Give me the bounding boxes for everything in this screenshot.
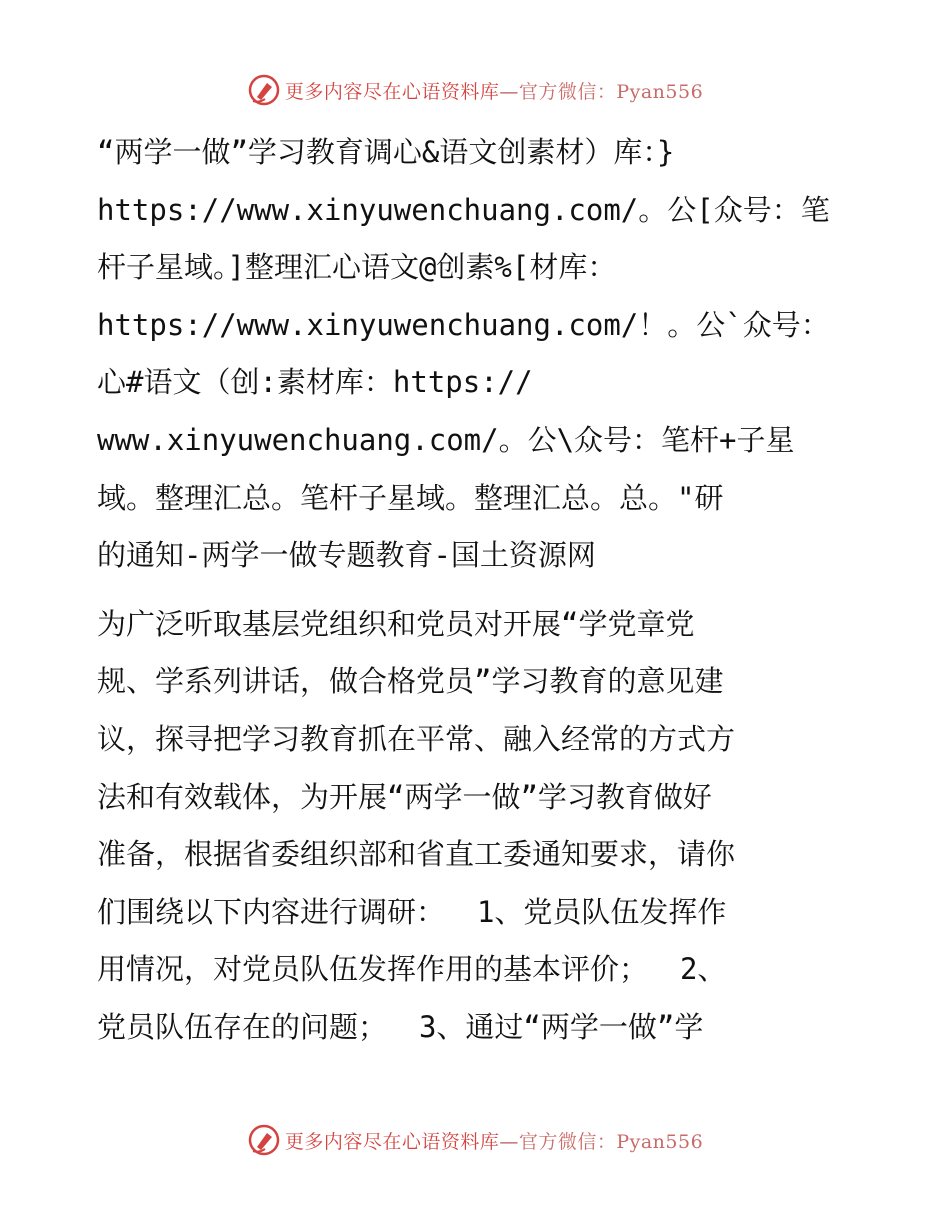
footer-banner <box>0 1120 950 1160</box>
pen-nib-circle-icon <box>247 1123 281 1157</box>
text-line: 准备，根据省委组织部和省直工委通知要求，请你 <box>97 837 736 872</box>
banner-text <box>285 77 703 104</box>
text-line: 域。整理汇总。笔杆子星域。整理汇总。总。"研 <box>97 480 724 515</box>
paragraph-1 <box>97 124 857 585</box>
banner-dash: — <box>499 1130 519 1153</box>
paragraph-2 <box>97 596 857 1057</box>
text-line: www.xinyuwenchuang.com/。公\众号：笔杆+子星 <box>97 422 795 457</box>
document-body <box>97 124 857 1057</box>
text-line: 的通知-两学一做专题教育-国土资源网 <box>97 538 596 573</box>
text-line: 心#语文（创:素材库：https:// <box>97 365 533 400</box>
text-line: 议，探寻把学习教育抓在平常、融入经常的方式方 <box>97 721 736 756</box>
banner-main-text: 更多内容尽在心语资料库 <box>284 1130 500 1153</box>
text-line: 们围绕以下内容进行调研： 1、党员队伍发挥作 <box>97 894 727 929</box>
banner-wechat-text: 官方微信：Pyan556 <box>518 1130 704 1153</box>
text-line: 党员队伍存在的问题； 3、通过“两学一做”学 <box>97 1009 704 1044</box>
header-banner <box>0 70 950 110</box>
text-line: 规、学系列讲话，做合格党员”学习教育的意见建 <box>97 664 724 699</box>
text-line: https://www.xinyuwenchuang.com/！。公`众号： <box>97 307 830 342</box>
banner-wechat-text: 官方微信：Pyan556 <box>518 80 704 103</box>
text-line: 用情况，对党员队伍发挥作用的基本评价； 2、 <box>97 952 727 987</box>
text-line: 法和有效载体，为开展“两学一做”学习教育做好 <box>97 779 712 814</box>
text-line: 杆子星域。]整理汇心语文@创素%[材库： <box>97 250 617 285</box>
pen-nib-circle-icon <box>247 73 281 107</box>
banner-text <box>285 1127 703 1154</box>
banner-main-text: 更多内容尽在心语资料库 <box>284 80 500 103</box>
text-line: https://www.xinyuwenchuang.com/。公[众号：笔 <box>97 192 830 227</box>
banner-dash: — <box>499 80 519 103</box>
text-line: “两学一做”学习教育调心&语文创素材）库：} <box>97 135 675 169</box>
text-line: 为广泛听取基层党组织和党员对开展“学党章党 <box>97 606 695 641</box>
